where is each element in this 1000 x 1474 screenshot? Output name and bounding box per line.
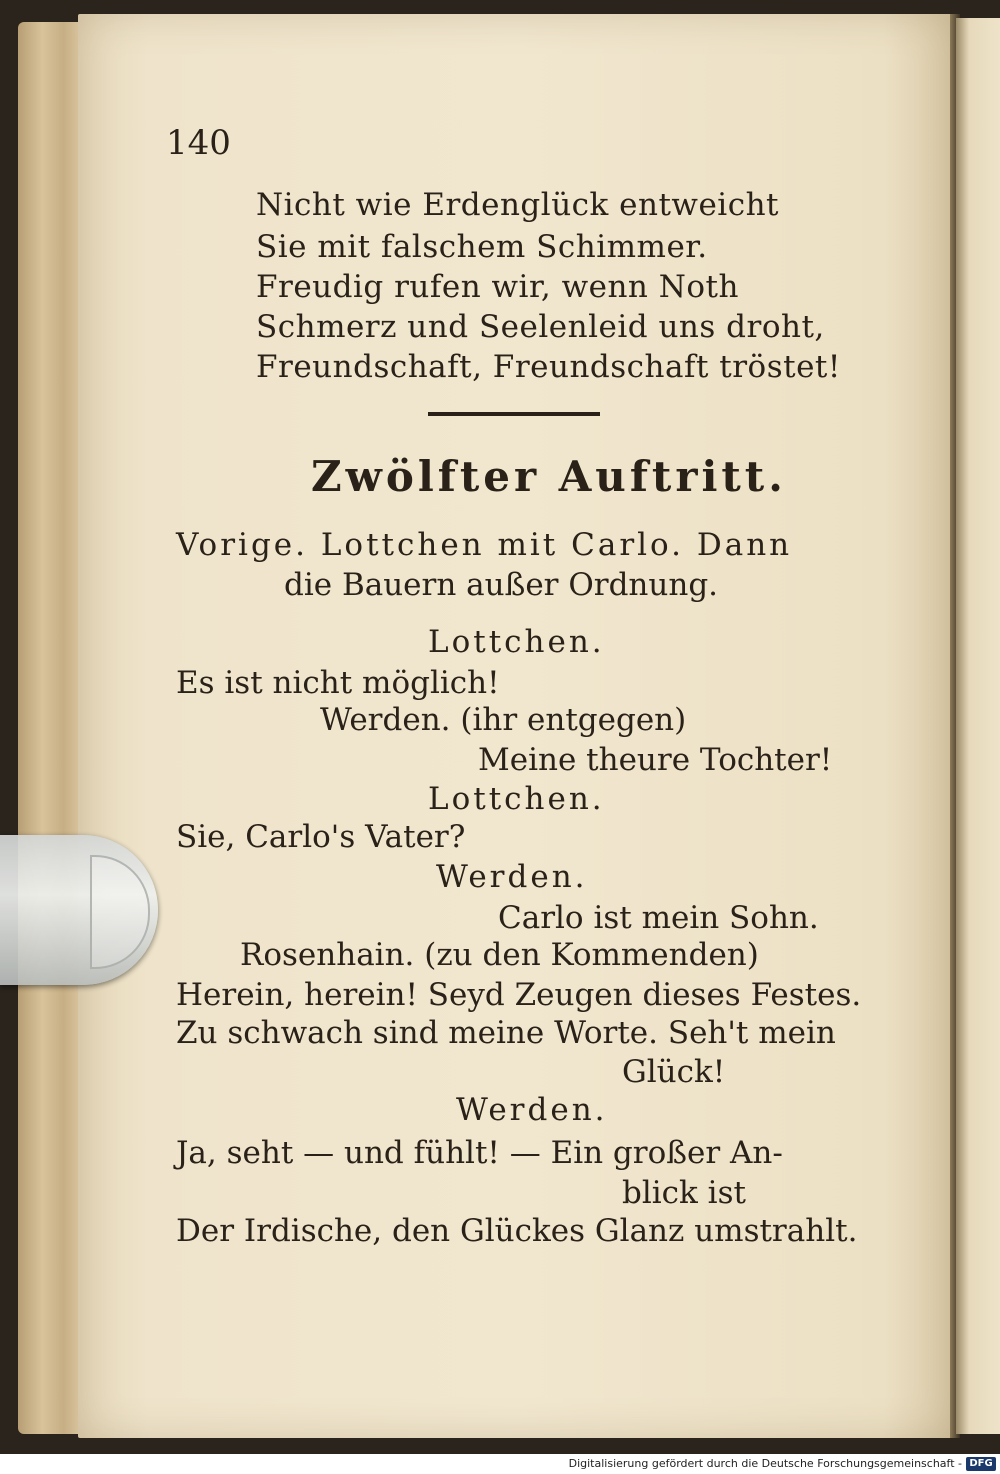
footer-bar: [0, 1454, 1000, 1474]
facing-page-edge: [956, 18, 1000, 1434]
page-number: 140: [166, 123, 231, 163]
stage-direction-line: Vorige. Lottchen mit Carlo. Dann: [176, 527, 793, 563]
speaker-name: Lottchen.: [428, 781, 605, 817]
page-holder-clip: [0, 835, 158, 985]
dialogue-line: Ja, seht — und fühlt! — Ein großer An-: [176, 1135, 783, 1171]
speaker-name: Werden.: [456, 1092, 608, 1128]
song-line: Sie mit falschem Schimmer.: [256, 229, 708, 265]
speaker-name: Werden.: [436, 859, 588, 895]
clip-highlight: [90, 855, 150, 969]
song-line: Freudig rufen wir, wenn Noth: [256, 269, 739, 305]
dialogue-line: Herein, herein! Seyd Zeugen dieses Festes.: [176, 977, 862, 1013]
dialogue-line: Sie, Carlo's Vater?: [176, 819, 466, 855]
dialogue-line: Meine theure Tochter!: [478, 742, 833, 778]
song-line: Freundschaft, Freundschaft tröstet!: [256, 349, 841, 385]
scene-heading: Zwölfter Auftritt.: [311, 452, 787, 501]
song-line: Nicht wie Erdenglück entweicht: [256, 187, 780, 223]
speaker-name: Lottchen.: [428, 624, 605, 660]
dialogue-line: Carlo ist mein Sohn.: [498, 900, 819, 936]
speaker-name: Werden. (ihr entgegen): [320, 702, 687, 738]
dialogue-line: Der Irdische, den Glückes Glanz umstrahlt.: [176, 1213, 858, 1249]
song-line: Schmerz und Seelenleid uns droht,: [256, 309, 825, 345]
funding-notice: Digitalisierung gefördert durch die Deutsche Forschungsgemeinschaft -: [568, 1457, 962, 1470]
dfg-logo: DFG: [966, 1457, 996, 1471]
dialogue-line: Es ist nicht möglich!: [176, 665, 500, 701]
dialogue-line: Zu schwach sind meine Worte. Seh't mein: [176, 1015, 836, 1051]
speaker-name: Rosenhain. (zu den Kommenden): [240, 937, 759, 973]
dialogue-line: blick ist: [622, 1175, 746, 1211]
section-divider: [428, 412, 600, 416]
dialogue-line: Glück!: [622, 1054, 726, 1090]
stage-direction-line: die Bauern außer Ordnung.: [284, 567, 719, 603]
